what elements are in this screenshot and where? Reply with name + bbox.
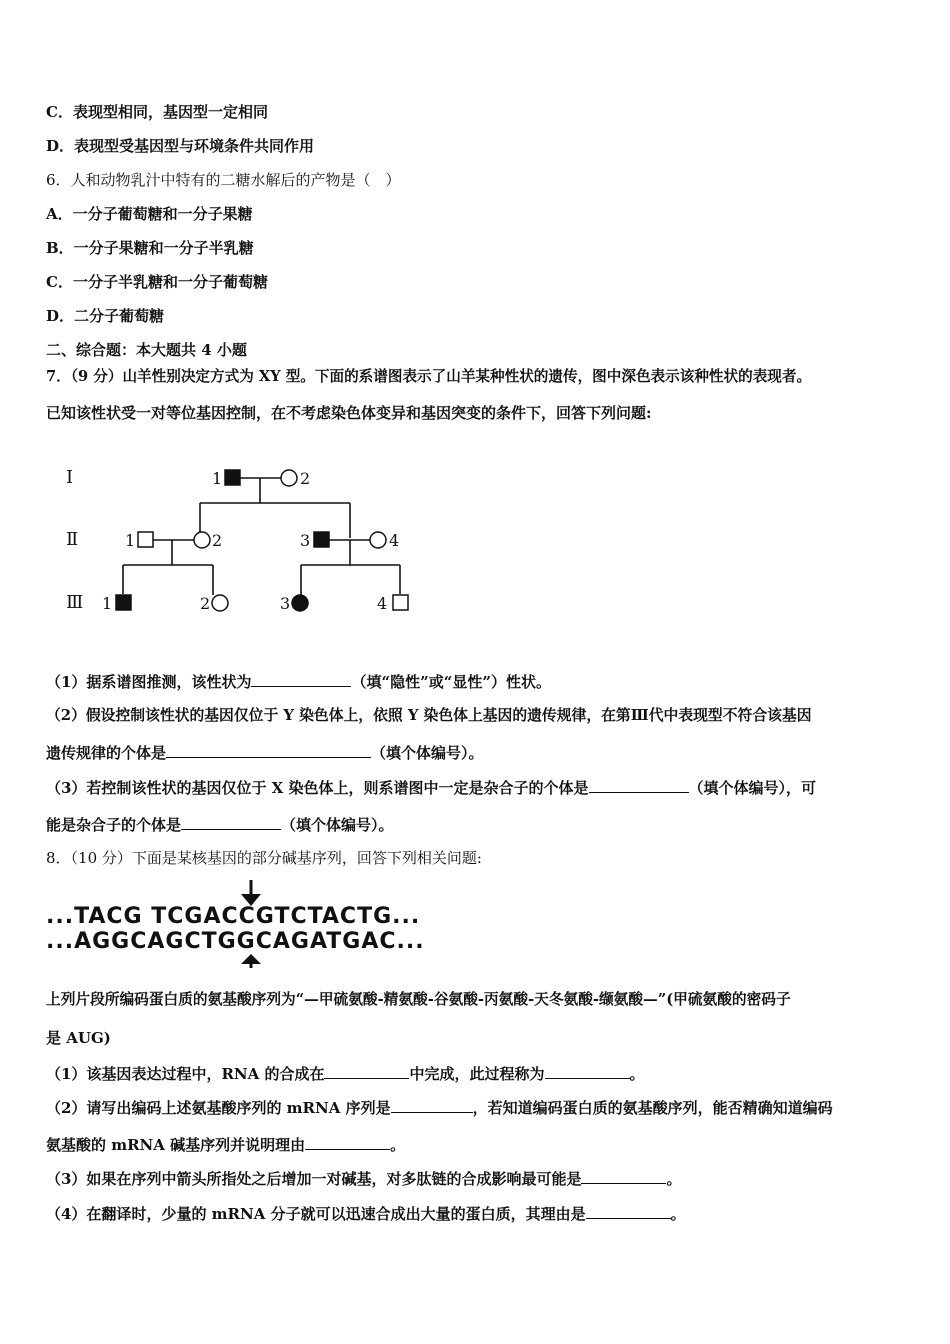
- label-iii1: 1: [102, 594, 113, 613]
- up-arrow-icon: [241, 954, 261, 968]
- label-ii2: 2: [212, 531, 223, 550]
- q8-desc-line2: 是 AUG): [46, 1029, 111, 1047]
- q8-desc-line1: 上列片段所编码蛋白质的氨基酸序列为“—甲硫氨酸-精氨酸-谷氨酸-丙氨酸-天冬氨酸-缬氨酸—”(甲硫氨酸的密码子: [46, 991, 791, 1008]
- answer-blank-q8-4[interactable]: [586, 1203, 671, 1219]
- q7-part3-line2: 能是杂合子的个体是 （填个体编号）。: [46, 816, 394, 834]
- q7-part1: （1）据系谱图推测，该性状为 （填“隐性”或“显性”）性状。: [46, 673, 551, 691]
- q7-part3-line1: （3）若控制该性状的基因仅位于 X 染色体上，则系谱图中一定是杂合子的个体是 （填个体编号），可: [46, 779, 817, 797]
- dna-strand-2: ...AGGCAGCTGGCAGATGAC...: [46, 929, 425, 954]
- q8-part1: （1）该基因表达过程中，RNA 的合成在 中完成，此过程称为 。: [46, 1065, 645, 1083]
- section-heading: 二、综合题：本大题共 4 小题: [46, 341, 247, 359]
- label-ii3: 3: [300, 531, 311, 550]
- q8-part2-line2: 氨基酸的 mRNA 碱基序列并说明理由 。: [46, 1136, 406, 1154]
- label-i1: 1: [212, 469, 223, 488]
- q7-stem-line1: 7．（9 分）山羊性别决定方式为 XY 型。下面的系谱图表示了山羊某种性状的遗传，图中深色表示该种性状的表现者。: [46, 368, 812, 385]
- q7-part2-line2: 遗传规律的个体是 （填个体编号）。: [46, 744, 484, 762]
- q6-stem: 6．人和动物乳汁中特有的二糖水解后的产物是（ ）: [46, 171, 401, 189]
- label-iii3: 3: [280, 594, 291, 613]
- option-d-prev: D．表现型受基因型与环境条件共同作用: [46, 137, 315, 155]
- q6-option-d: D．二分子葡萄糖: [46, 307, 165, 325]
- q6-option-b: B．一分子果糖和一分子半乳糖: [46, 239, 254, 257]
- generation-label-ii: Ⅱ: [66, 529, 79, 550]
- q7-stem-line2: 已知该性状受一对等位基因控制，在不考虑染色体变异和基因突变的条件下，回答下列问题:: [46, 404, 652, 422]
- answer-blank-q8-1a[interactable]: [324, 1063, 409, 1079]
- q6-option-c: C．一分子半乳糖和一分子葡萄糖: [46, 273, 268, 291]
- answer-blank-q8-2b[interactable]: [305, 1134, 390, 1150]
- label-iii2: 2: [200, 594, 211, 613]
- answer-blank-q8-3[interactable]: [581, 1168, 666, 1184]
- option-c-prev: C．表现型相同，基因型一定相同: [46, 103, 268, 121]
- q8-stem: 8．（10 分）下面是某核基因的部分碱基序列，回答下列相关问题:: [46, 849, 482, 867]
- dna-strand-1: ...TACG TCGACCGTCTACTG...: [46, 904, 421, 929]
- q7-part2-line1: （2）假设控制该性状的基因仅位于 Y 染色体上，依照 Y 染色体上基因的遗传规律，在第Ⅲ代中表现型不符合该基因: [46, 707, 812, 724]
- generation-label-iii: Ⅲ: [66, 592, 84, 613]
- down-arrow-icon: [241, 880, 261, 906]
- answer-blank-q8-1b[interactable]: [545, 1063, 630, 1079]
- q8-part4: （4）在翻译时，少量的 mRNA 分子就可以迅速合成出大量的蛋白质，其理由是 。: [46, 1205, 686, 1223]
- q6-option-a: A．一分子葡萄糖和一分子果糖: [46, 205, 253, 223]
- label-ii4: 4: [389, 531, 400, 550]
- label-i2: 2: [300, 469, 311, 488]
- label-iii4: 4: [377, 594, 388, 613]
- q8-part3: （3）如果在序列中箭头所指处之后增加一对碱基，对多肽链的合成影响最可能是 。: [46, 1170, 682, 1188]
- answer-blank-q8-2a[interactable]: [391, 1097, 473, 1113]
- generation-label-i: Ⅰ: [66, 467, 74, 488]
- label-ii1: 1: [125, 531, 136, 550]
- q8-part2-line1: （2）请写出编码上述氨基酸序列的 mRNA 序列是 ，若知道编码蛋白质的氨基酸序列，能否精确知道编码: [46, 1099, 833, 1117]
